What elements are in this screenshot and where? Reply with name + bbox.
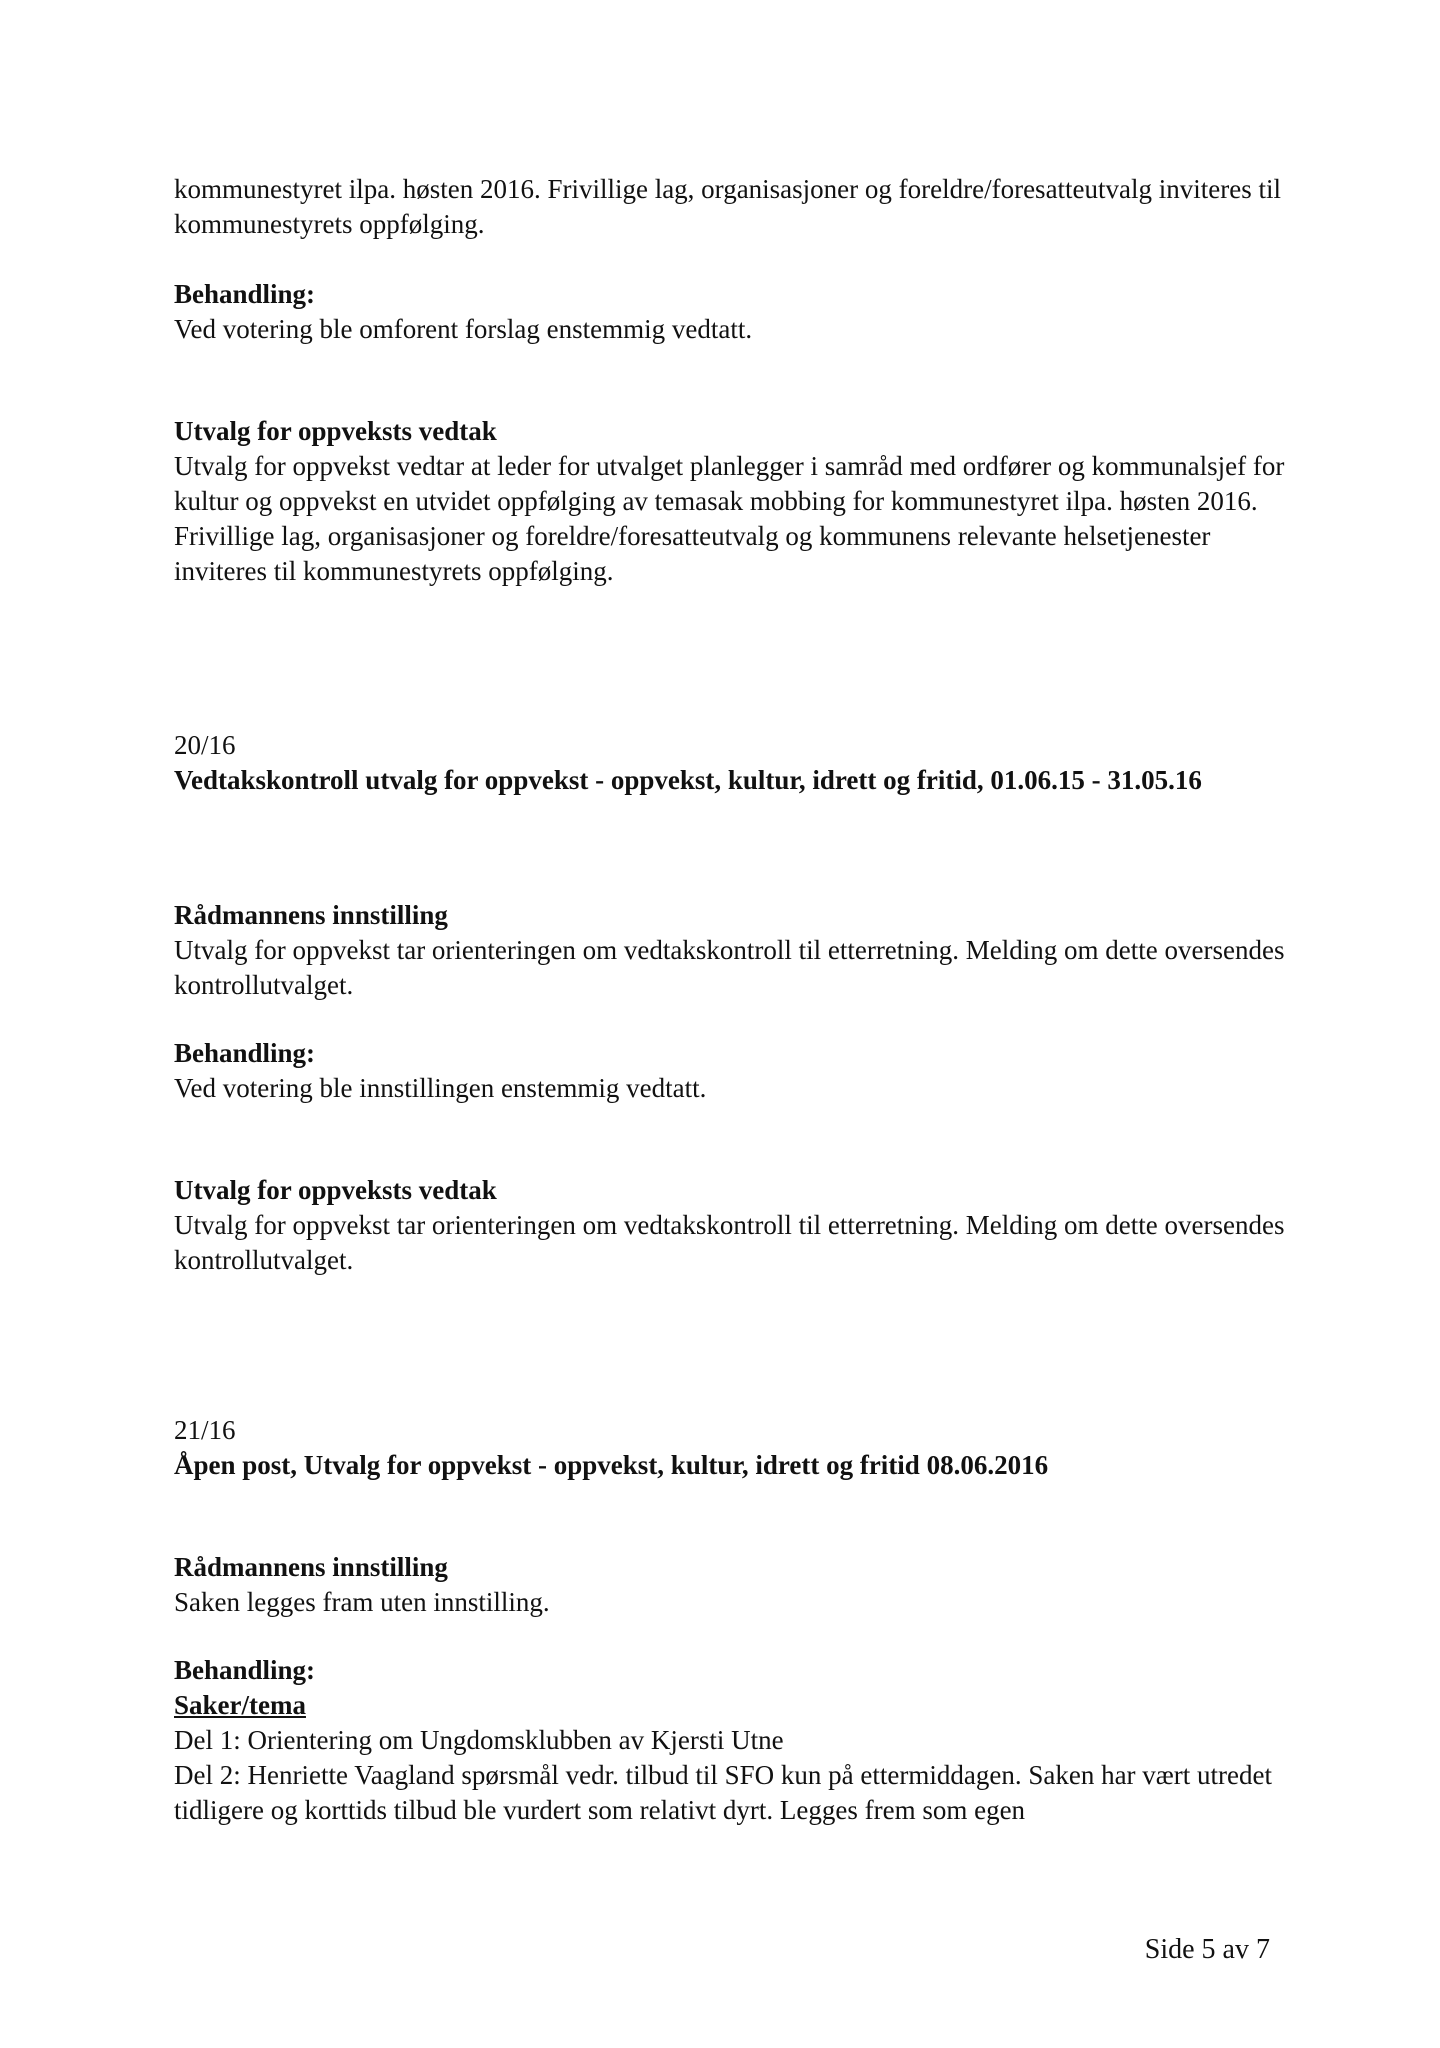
case-20-vedtak-text: Utvalg for oppvekst tar orienteringen om vedtakskontroll til etterretning. Melding om dette oversendes kontrollutvalget. — [174, 1210, 1285, 1275]
page-number: Side 5 av 7 — [1144, 1934, 1270, 1965]
case-21-header — [174, 1413, 1304, 1483]
case-20-header — [174, 728, 1304, 798]
case-21-title: Åpen post, Utvalg for oppvekst - oppvekst, kultur, idrett og fritid 08.06.2016 — [174, 1450, 1049, 1480]
behandling-heading-1: Behandling: — [174, 279, 316, 309]
saker-tema-heading: Saker/tema — [174, 1690, 306, 1720]
case-21-behandling — [174, 1653, 1304, 1828]
vedtak-heading-1: Utvalg for oppveksts vedtak — [174, 416, 497, 446]
case-21-number: 21/16 — [174, 1415, 236, 1445]
behandling-section-1 — [174, 277, 1304, 347]
case-20-behandling-text: Ved votering ble innstillingen enstemmig vedtatt. — [174, 1073, 707, 1103]
case-20-behandling-heading: Behandling: — [174, 1038, 316, 1068]
case-20-behandling — [174, 1036, 1304, 1106]
case-20-vedtak-heading: Utvalg for oppveksts vedtak — [174, 1175, 497, 1205]
case-21-innstilling-heading: Rådmannens innstilling — [174, 1552, 448, 1582]
del-1-item: Del 1: Orientering om Ungdomsklubben av Kjersti Utne — [174, 1725, 784, 1755]
vedtak-text-1: Utvalg for oppvekst vedtar at leder for utvalget planlegger i samråd med ordfører og kommunalsjef for kultur og oppvekst en utvidet oppfølging av temasak mobbing for kommunestyret ilpa. høsten 2016. Frivillige lag, organisasjoner og foreldre/foresatteutvalg og kommunens relevante helsetjenester inviteres til kommunestyrets oppfølging. — [174, 451, 1285, 586]
case-20-innstilling — [174, 898, 1304, 1003]
case-20-vedtak — [174, 1173, 1304, 1278]
del-2-item: Del 2: Henriette Vaagland spørsmål vedr. tilbud til SFO kun på ettermiddagen. Saken har vært utredet tidligere og korttids tilbud ble vurdert som relativt dyrt. Legges frem som egen — [174, 1760, 1273, 1825]
vedtak-section-1 — [174, 414, 1304, 589]
case-20-number: 20/16 — [174, 730, 236, 760]
carryover-text: kommunestyret ilpa. høsten 2016. Frivillige lag, organisasjoner og foreldre/foresatteutvalg inviteres til kommunestyrets oppfølging. — [174, 174, 1281, 239]
case-21-innstilling-text: Saken legges fram uten innstilling. — [174, 1587, 550, 1617]
case-20-innstilling-text: Utvalg for oppvekst tar orienteringen om vedtakskontroll til etterretning. Melding om dette oversendes kontrollutvalget. — [174, 935, 1285, 1000]
carryover-paragraph — [174, 172, 1304, 242]
case-20-title: Vedtakskontroll utvalg for oppvekst - oppvekst, kultur, idrett og fritid, 01.06.15 - 31.05.16 — [174, 765, 1202, 795]
case-21-innstilling — [174, 1550, 1304, 1620]
case-21-behandling-heading: Behandling: — [174, 1655, 316, 1685]
behandling-text-1: Ved votering ble omforent forslag enstemmig vedtatt. — [174, 314, 753, 344]
case-20-innstilling-heading: Rådmannens innstilling — [174, 900, 448, 930]
